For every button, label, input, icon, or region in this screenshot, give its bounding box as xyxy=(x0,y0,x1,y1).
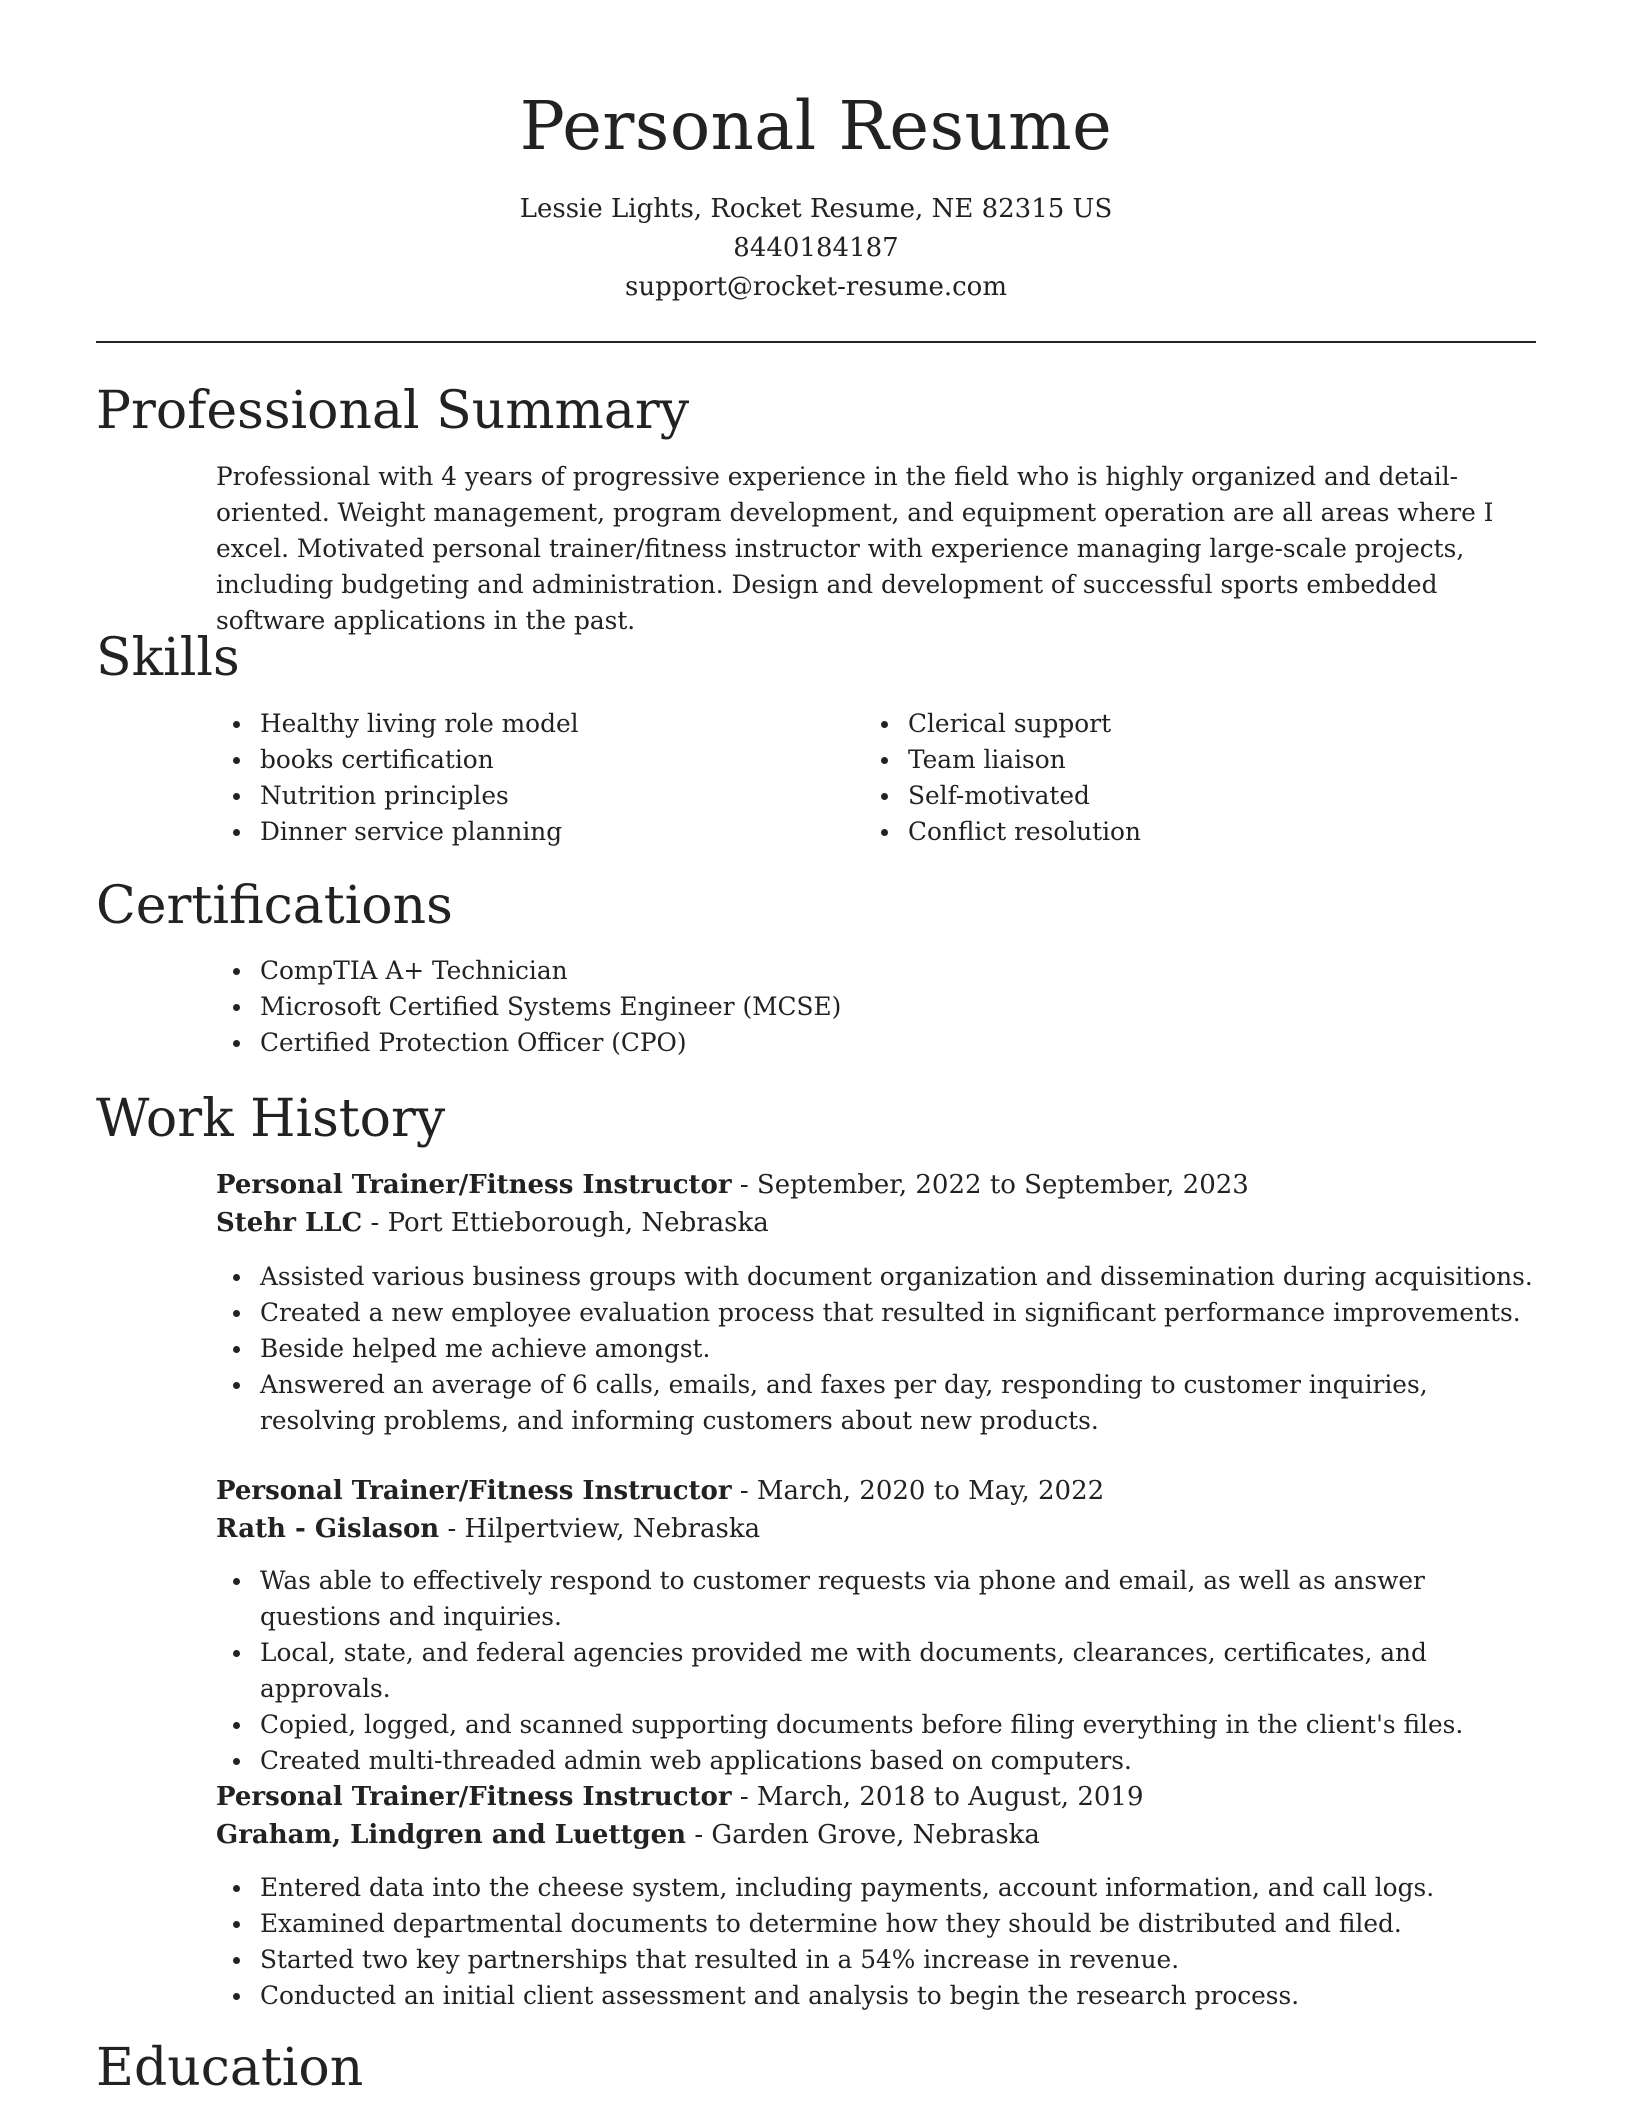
skills-list-left xyxy=(216,706,836,850)
job-dates: September, 2022 to September, 2023 xyxy=(756,1170,1249,1200)
skill-item: Self-motivated xyxy=(864,778,1484,814)
skills-heading: Skills xyxy=(96,628,240,688)
job-bullet: Conducted an initial client assessment and analysis to begin the research process. xyxy=(216,1978,1546,2014)
job-bullet: Answered an average of 6 calls, emails, and faxes per day, responding to customer inquiries, resolving problems, and informing customers about new products. xyxy=(216,1367,1546,1439)
contact-address: Lessie Lights, Rocket Resume, NE 82315 US xyxy=(519,194,1113,224)
job-company-line: Rath - Gislason - Hilpertview, Nebraska xyxy=(216,1514,761,1544)
summary-heading: Professional Summary xyxy=(96,381,690,441)
job-bullet: Copied, logged, and scanned supporting documents before filing everything in the client's files. xyxy=(216,1707,1546,1743)
job-dates: March, 2018 to August, 2019 xyxy=(756,1782,1144,1812)
contact-block xyxy=(0,190,1632,307)
job-bullet: Created multi-threaded admin web applications based on computers. xyxy=(216,1743,1546,1779)
job-title-line: Personal Trainer/Fitness Instructor - March, 2020 to May, 2022 xyxy=(216,1476,1105,1506)
job-company-line: Stehr LLC - Port Ettieborough, Nebraska xyxy=(216,1208,769,1238)
skill-item: Team liaison xyxy=(864,742,1484,778)
skill-item: books certification xyxy=(216,742,836,778)
skill-item: Healthy living role model xyxy=(216,706,836,742)
job-title-line: Personal Trainer/Fitness Instructor - March, 2018 to August, 2019 xyxy=(216,1782,1144,1812)
education-heading: Education xyxy=(96,2038,364,2098)
job-bullet: Beside helped me achieve amongst. xyxy=(216,1331,1546,1367)
contact-email: support@rocket-resume.com xyxy=(624,272,1007,302)
job-bullets xyxy=(216,1259,1546,1439)
job-location: Garden Grove, Nebraska xyxy=(711,1820,1040,1850)
job-bullet: Started two key partnerships that resulted in a 54% increase in revenue. xyxy=(216,1942,1546,1978)
skill-item: Clerical support xyxy=(864,706,1484,742)
job-bullet: Local, state, and federal agencies provided me with documents, clearances, certificates, and approvals. xyxy=(216,1635,1546,1707)
skills-list-right xyxy=(864,706,1484,850)
job-title: Personal Trainer/Fitness Instructor xyxy=(216,1170,732,1200)
certification-item: CompTIA A+ Technician xyxy=(216,953,1516,989)
resume-header xyxy=(0,0,1632,307)
job-title-line: Personal Trainer/Fitness Instructor - September, 2022 to September, 2023 xyxy=(216,1170,1249,1200)
job-title: Personal Trainer/Fitness Instructor xyxy=(216,1782,732,1812)
job-bullet: Was able to effectively respond to customer requests via phone and email, as well as answer questions and inquiries. xyxy=(216,1563,1546,1635)
certifications-heading: Certifications xyxy=(96,876,453,936)
job-header xyxy=(216,1472,1104,1548)
job-bullets xyxy=(216,1563,1546,1779)
job-bullet: Entered data into the cheese system, including payments, account information, and call logs. xyxy=(216,1870,1546,1906)
certification-item: Certified Protection Officer (CPO) xyxy=(216,1025,1516,1061)
certification-item: Microsoft Certified Systems Engineer (MCSE) xyxy=(216,989,1516,1025)
job-company: Stehr LLC xyxy=(216,1208,363,1238)
job-header xyxy=(216,1778,1144,1854)
job-location: Hilpertview, Nebraska xyxy=(464,1514,761,1544)
job-bullet: Assisted various business groups with document organization and dissemination during acquisitions. xyxy=(216,1259,1546,1295)
job-bullets xyxy=(216,1870,1546,2014)
certifications-list xyxy=(216,953,1516,1061)
job-company: Graham, Lindgren and Luettgen xyxy=(216,1820,687,1850)
job-dates: March, 2020 to May, 2022 xyxy=(756,1476,1105,1506)
job-title: Personal Trainer/Fitness Instructor xyxy=(216,1476,732,1506)
page-title: Personal Resume xyxy=(519,87,1113,165)
job-header xyxy=(216,1166,1249,1242)
skill-item: Conflict resolution xyxy=(864,814,1484,850)
header-divider xyxy=(96,341,1536,343)
job-company-line: Graham, Lindgren and Luettgen - Garden Grove, Nebraska xyxy=(216,1820,1040,1850)
job-bullet: Examined departmental documents to determine how they should be distributed and filed. xyxy=(216,1906,1546,1942)
job-company: Rath - Gislason xyxy=(216,1514,440,1544)
job-bullet: Created a new employee evaluation process that resulted in significant performance improvements. xyxy=(216,1295,1546,1331)
work-history-heading: Work History xyxy=(96,1089,446,1149)
summary-text: Professional with 4 years of progressive experience in the field who is highly organized and detail-oriented. Weight management, program development, and equipment operation are all areas where I excel. Motivated personal trainer/fitness instructor with experience managing large-scale projects, including budgeting and administration. Design and development of successful sports embedded software applications in the past. xyxy=(216,462,1494,635)
job-location: Port Ettieborough, Nebraska xyxy=(387,1208,769,1238)
skill-item: Dinner service planning xyxy=(216,814,836,850)
skill-item: Nutrition principles xyxy=(216,778,836,814)
contact-phone: 8440184187 xyxy=(733,233,899,263)
